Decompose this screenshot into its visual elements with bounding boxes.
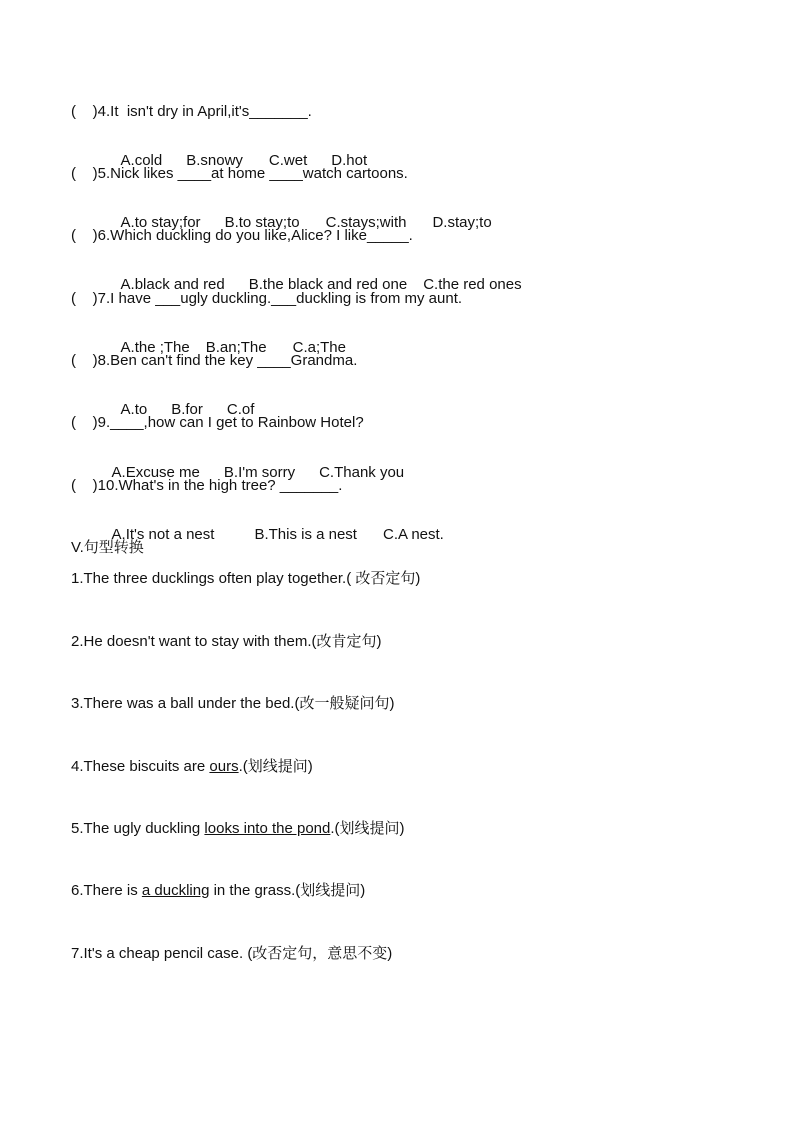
option: D.stay;to [432,214,492,231]
option: C.of [226,401,255,418]
options-10 [104,508,444,544]
transform-item-3: 3.There was a ball under the bed.(改一般疑问句) [71,695,395,712]
question-6: ( )6.Which duckling do you like,Alice? I like_____. [71,227,413,244]
underlined-phrase: a duckling [141,882,210,899]
option: B.I'm sorry [223,464,296,481]
transform-item-2: 2.He doesn't want to stay with them.(改肯定句) [71,633,382,650]
option: C.wet [268,152,308,169]
option: A.to [120,401,148,418]
question-7: ( )7.I have ___ugly duckling.___duckling is from my aunt. [71,290,463,307]
transform-item-6: 6.There is a duckling in the grass.(划线提问) [71,882,366,899]
option: B.for [171,401,203,418]
option: C.A nest. [382,526,444,543]
option: C.a;The [292,339,346,356]
options-6 [113,258,522,294]
option: A.It's not a nest [111,526,215,543]
option: D.hot [331,152,368,169]
question-10: ( )10.What's in the high tree? _______. [71,477,343,494]
transform-item-7: 7.It's a cheap pencil case. (改否定句，意思不变) [71,945,393,962]
option: B.to stay;to [224,214,300,231]
transform-item-1: 1.The three ducklings often play together.( 改否定句) [71,570,421,587]
option: A.Excuse me [111,464,200,481]
option: C.the red ones [423,276,522,293]
option: B.the black and red one [248,276,408,293]
section-heading: V.句型转换 [71,539,144,556]
transform-item-5: 5.The ugly duckling looks into the pond.(划线提问) [71,820,405,837]
option: A.to stay;for [120,214,201,231]
option: B.an;The [205,339,267,356]
option: A.cold [120,152,163,169]
underlined-phrase: looks into the pond [204,820,331,837]
question-5: ( )5.Nick likes ____at home ____watch cartoons. [71,165,408,182]
option: B.snowy [186,152,243,169]
option: B.This is a nest [254,526,357,543]
transform-item-4: 4.These biscuits are ours.(划线提问) [71,758,313,775]
option: A.the ;The [120,339,190,356]
underlined-phrase: ours [209,758,239,775]
option: A.black and red [120,276,225,293]
option: C.Thank you [319,464,405,481]
option: C.stays;with [325,214,407,231]
question-4: ( )4.It isn't dry in April,it's_______. [71,103,312,120]
question-8: ( )8.Ben can't find the key ____Grandma. [71,352,358,369]
question-9: ( )9.____,how can I get to Rainbow Hotel? [71,414,364,431]
